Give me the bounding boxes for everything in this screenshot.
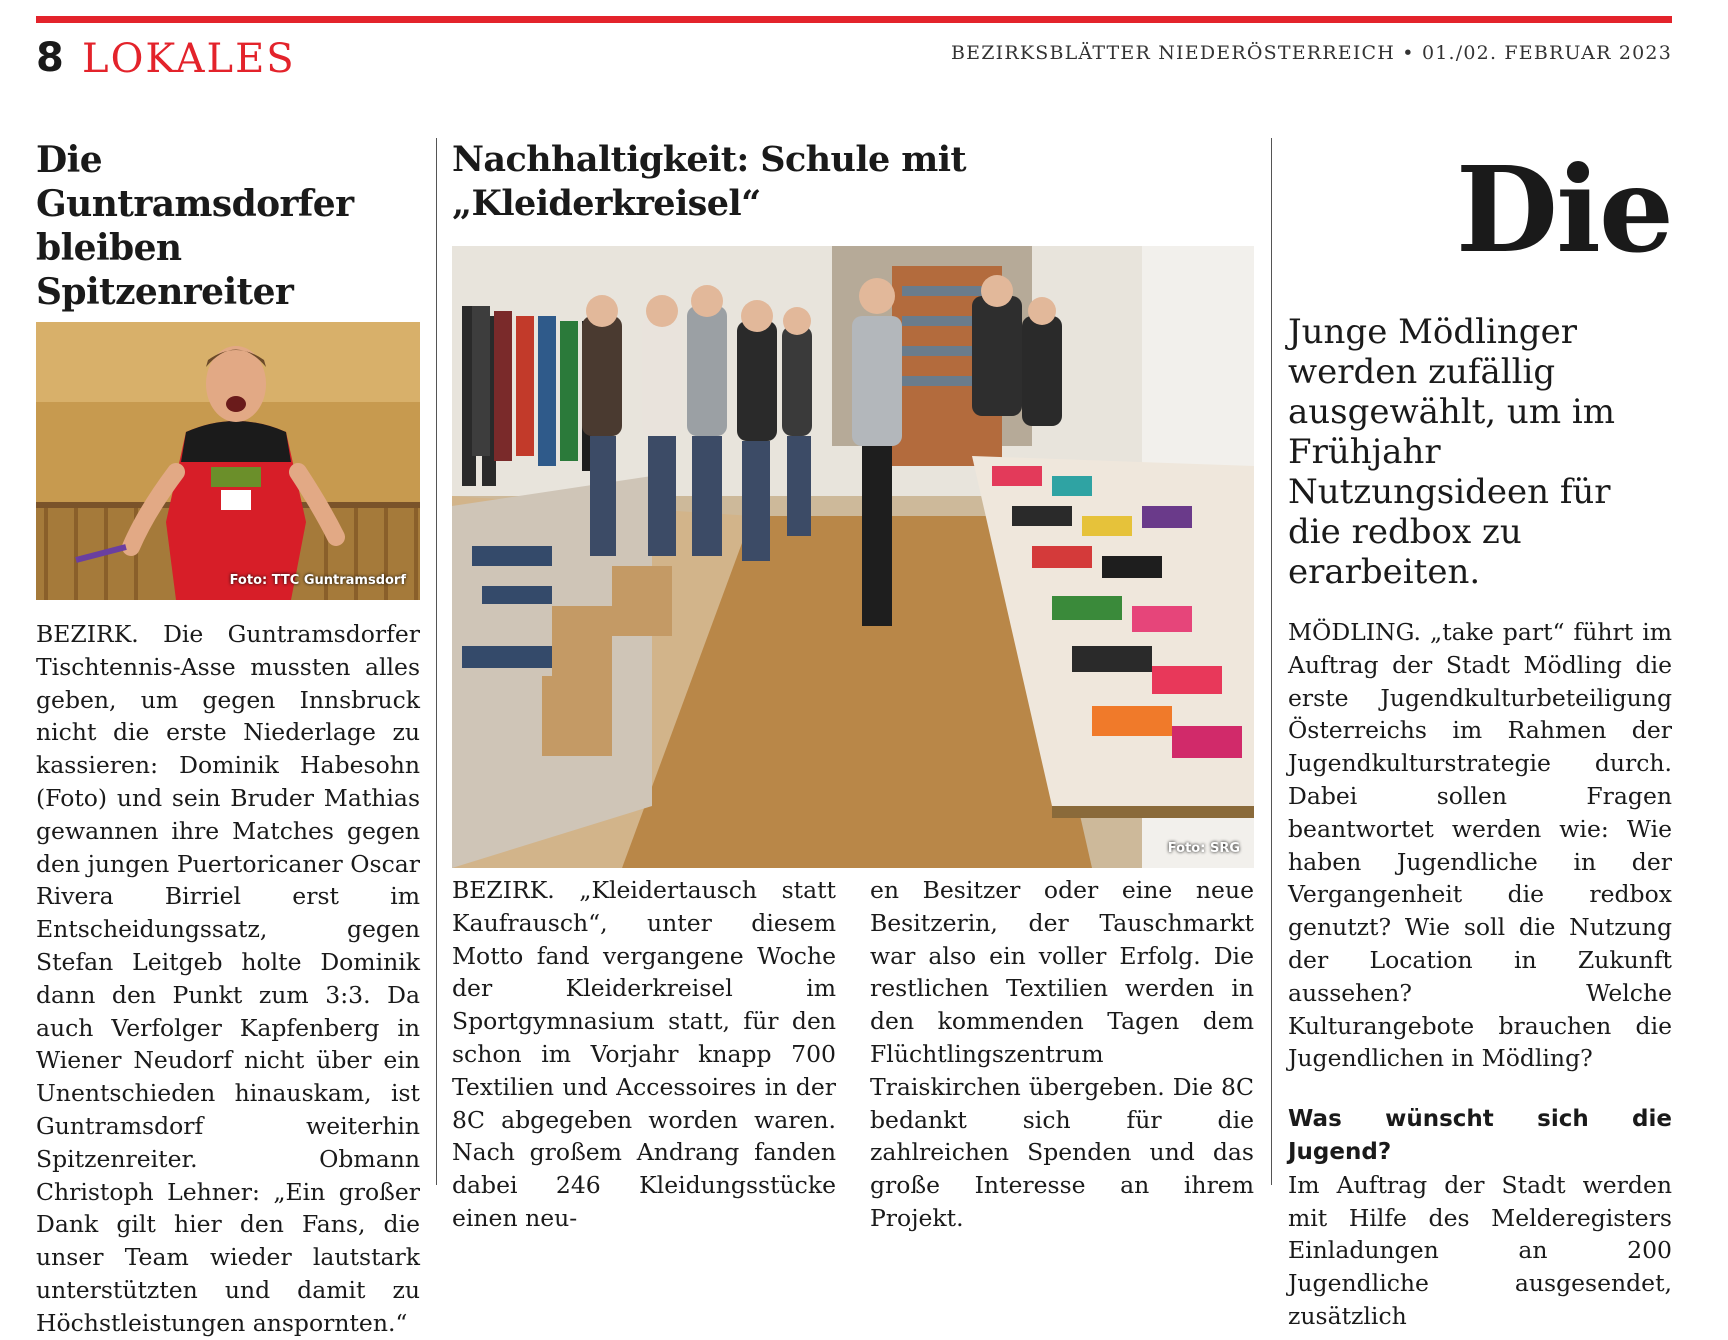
page-number: 8 xyxy=(36,35,64,81)
article-body-columns xyxy=(452,874,1254,1235)
article-headline-word: Die xyxy=(1455,140,1672,279)
article-body: MÖDLING. „take part“ führt im Auftrag der Stadt Mödling die erste Jugendkulturbeteiligung Österreichs im Rahmen der Jugendkulturstrategie durch. Dabei sollen Fragen beantwortet werden wie: Wie haben Jugendliche in der Vergangenheit die redbox genutzt? Wie soll die Nutzung der Location in Zukunft aussehen? Welche Kulturangebote brauchen die Jugendlichen in Mödling? xyxy=(1288,618,1672,1073)
article-body: BEZIRK. Die Guntramsdorfer Tischtennis-Asse mussten alles geben, um gegen Innsbruck nicht die erste Niederlage zu kassieren: Dominik Habesohn (Foto) und sein Bruder Mathias gewannen ihre Matches gegen den jungen Puertoricaner Oscar Rivera Birriel erst im Entscheidungssatz, gegen Stefan Leitgeb holte Dominik dann den Punkt zum 3:3. Da auch Verfolger Kapfenberg in Wiener Neudorf nicht über ein Unentschieden hinauskam, ist Guntramsdorf weiterhin Spitzenreiter. Obmann Christoph Lehner: „Ein großer Dank gilt hier den Fans, die unser Team wieder lautstark unterstützten und damit zu Höchstleistungen anspornten.“ xyxy=(36,620,420,1337)
article-body-continued: Im Auftrag der Stadt werden mit Hilfe des Melderegisters Einladungen an 200 Jugendliche ausgesendet, zusätzlich xyxy=(1288,1170,1672,1330)
section-title: LOKALES xyxy=(82,36,296,82)
article-lead: Junge Mödlinger werden zufällig ausgewählt, um im Frühjahr Nutzungsideen für die redbox zu erarbeiten. xyxy=(1288,312,1615,592)
photo-table-tennis-player xyxy=(36,322,420,600)
publication-dateline: BEZIRKSBLÄTTER NIEDERÖSTERREICH • 01./02. FEBRUAR 2023 xyxy=(951,42,1672,64)
photo-credit: Foto: SRG xyxy=(1167,841,1240,856)
article-headline: Die Guntramsdorfer bleiben Spitzenreiter xyxy=(36,139,354,313)
column-divider xyxy=(1271,138,1272,1185)
photo-credit: Foto: TTC Guntramsdorf xyxy=(229,573,406,588)
article-redbox xyxy=(1288,138,1672,1333)
photo-clothing-swap xyxy=(452,246,1254,868)
article-photo-students[interactable] xyxy=(452,246,1254,868)
column-divider xyxy=(436,138,437,1185)
header-accent-bar xyxy=(36,16,1672,23)
article-headline: Nachhaltigkeit: Schule mit „Kleiderkreisel“ xyxy=(452,139,966,224)
article-subheading: Was wünscht sich die Jugend? xyxy=(1288,1106,1672,1165)
article-photo-player[interactable] xyxy=(36,322,420,600)
article-body-col2: en Besitzer oder eine neue Besitzerin, der Tauschmarkt war also ein voller Erfolg. Die restlichen Textilien werden in den kommenden Tagen dem Flüchtlingszentrum Traiskirchen übergeben. Die 8C bedankt sich für die zahlreichen Spenden und das große Interesse an ihrem Projekt. xyxy=(870,876,1254,1232)
article-kleiderkreisel xyxy=(452,138,1254,1235)
article-body-col1: BEZIRK. „Kleidertausch statt Kaufrausch“, unter diesem Motto fand vergangene Woche der Kleiderkreisel im Sportgymnasium statt, für den schon im Vorjahr knapp 700 Textilien und Accessoires in der 8C abgegeben worden waren. Nach großem Andrang fanden dabei 246 Kleidungsstücke einen neu- xyxy=(452,876,836,1232)
article-table-tennis xyxy=(36,138,420,1340)
